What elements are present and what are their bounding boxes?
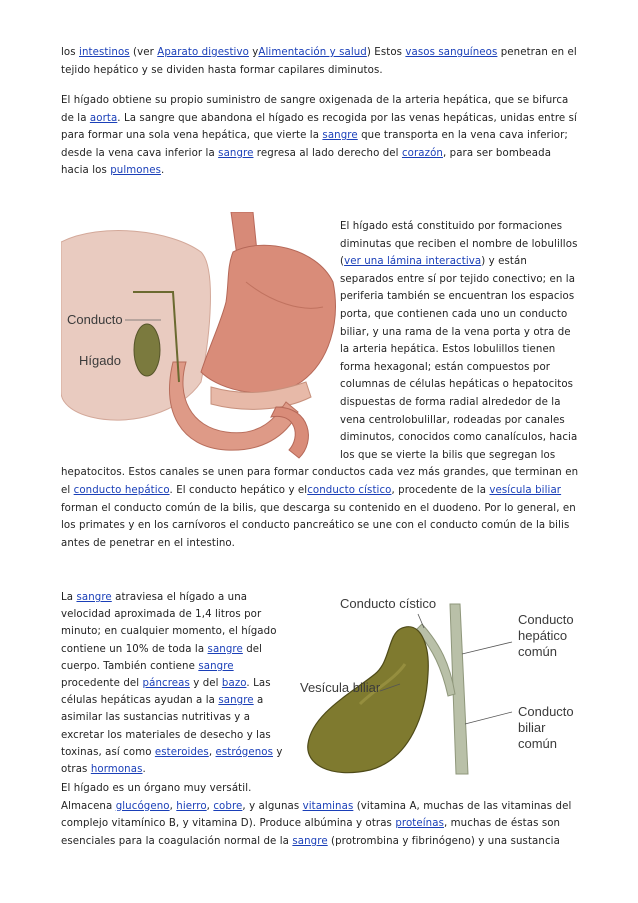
paragraph-versatil — [61, 780, 581, 850]
text: a asimilar las sustancias nutritivas y a excretar los materiales de desecho y las toxinas, así como — [61, 695, 271, 758]
text: , y algunas — [242, 800, 303, 812]
link-pancreas[interactable]: páncreas — [142, 678, 190, 690]
text: . — [142, 764, 146, 776]
link-pulmones[interactable]: pulmones — [110, 165, 161, 176]
text: El hígado es un órgano muy versátil. — [61, 783, 252, 794]
link-corazon[interactable]: corazón — [401, 147, 443, 159]
paragraph-lobulillos — [61, 218, 581, 552]
text: La — [61, 592, 77, 603]
link-bazo[interactable]: bazo — [221, 678, 247, 690]
link-conducto-cistico[interactable]: conducto cístico — [307, 484, 392, 496]
text: . La sangre que abandona el hígado es recogida por las venas hepáticas, unidas entre sí para formar una sola vena hepática, que vierte la — [61, 112, 577, 141]
paragraph-intestinos — [61, 44, 581, 79]
link-sangre[interactable]: sangre — [292, 835, 328, 847]
text: y otras — [61, 746, 283, 776]
label-conducto-hepatico-3: común — [518, 644, 558, 659]
link-vasos-sanguineos[interactable]: vasos sanguíneos — [405, 47, 498, 58]
label-conducto-cistico: Conducto cístico — [340, 596, 437, 611]
link-vesicula-biliar[interactable]: vesícula biliar — [489, 484, 562, 496]
text: procedente del — [61, 678, 143, 690]
label-conducto-biliar-2: biliar — [518, 720, 546, 735]
text: ) Estos — [366, 47, 406, 58]
text: los — [61, 47, 80, 58]
link-proteinas[interactable]: proteínas — [395, 818, 444, 830]
text: , para ser bombeada hacia los — [61, 147, 552, 176]
text: . Las células hepáticas ayudan a la — [61, 678, 271, 707]
text: Almacena — [61, 800, 116, 812]
label-conducto-biliar-3: común — [518, 736, 558, 751]
label-conducto-hepatico-1: Conducto — [518, 612, 574, 627]
link-hierro[interactable]: hierro — [176, 800, 207, 812]
gallbladder-diagram — [300, 584, 590, 776]
link-sangre[interactable]: sangre — [207, 643, 243, 655]
text: atraviesa el hígado a una velocidad aproximada de 1,4 litros por minuto; en cualquier momento, el hígado contiene un 10% de toda la — [61, 592, 277, 655]
link-sangre[interactable]: sangre — [322, 130, 358, 141]
text: El hígado está constituido por formaciones diminutas que reciben el nombre de lobulillos ( — [340, 221, 578, 268]
link-aparato-digestivo[interactable]: Aparato digestivo — [157, 47, 249, 58]
link-intestinos[interactable]: intestinos — [79, 47, 130, 58]
link-aorta[interactable]: aorta — [89, 112, 118, 124]
float-spacer — [61, 218, 340, 460]
link-lamina-interactiva[interactable]: ver una lámina interactiva — [344, 256, 482, 268]
link-alimentacion-salud[interactable]: Alimentación y salud — [258, 47, 367, 58]
text: , — [206, 800, 214, 812]
link-sangre[interactable]: sangre — [218, 695, 254, 707]
text: (ver — [129, 47, 158, 58]
label-conducto: Conducto — [67, 312, 123, 327]
text: del cuerpo. También contiene — [61, 643, 263, 672]
paragraph-irrigacion — [61, 92, 581, 180]
text: (protrombina y fibrinógeno) y una sustancia — [327, 835, 560, 847]
text: El hígado obtiene su propio suministro de sangre oxigenada de la arteria hepática, que se bifurca de la — [61, 95, 569, 124]
text: . El conducto hepático y el — [169, 484, 308, 496]
link-sangre[interactable]: sangre — [218, 147, 254, 159]
text: y — [248, 47, 259, 58]
link-conducto-hepatico[interactable]: conducto hepático — [73, 484, 170, 496]
label-higado: Hígado — [79, 353, 121, 368]
link-sangre[interactable]: sangre — [76, 592, 112, 603]
text: , — [169, 800, 177, 812]
link-sangre[interactable]: sangre — [198, 660, 234, 672]
link-vitaminas[interactable]: vitaminas — [302, 800, 354, 812]
text: que transporta en la vena cava inferior; desde la vena cava inferior la — [61, 130, 568, 159]
link-estrogenos[interactable]: estrógenos — [215, 746, 274, 758]
link-cobre[interactable]: cobre — [213, 800, 243, 812]
text: forman el conducto común de la bilis, que descarga su contenido en el duodeno. Por lo general, en los primates y en los carnívoros el conducto pancreático se une con el conducto común de la bilis antes de penetrar en el intestino. — [61, 502, 576, 549]
link-hormonas[interactable]: hormonas — [90, 764, 143, 776]
label-conducto-hepatico-2: hepático — [518, 628, 568, 643]
paragraph-flujo-sanguineo — [61, 589, 283, 778]
text: (vitamina A, muchas de las vitaminas del complejo vitamínico B, y vitamina D). Produce albúmina y otras — [61, 800, 572, 830]
text: . — [160, 165, 165, 176]
text: , procedente de la — [391, 484, 490, 496]
text: , — [208, 746, 216, 758]
text: , muchas de éstas son esenciales para la coagulación normal de la — [61, 818, 561, 847]
text: penetran en el tejido hepático y se dividen hasta formar capilares diminutos. — [61, 47, 577, 76]
text: ) y están separados entre sí por tejido conectivo; en la periferia también se encuentran los espacios porta, que contienen cada uno un conducto biliar, y una rama de la vena porta y otra de la arteria hepática. Estos lobulillos tienen forma hexagonal; están compuestos por columnas de células hepáticas o hepatocitos dispuestas de forma radial alrededor de la vena centrolobulillar, rodeadas por canales diminutos, conocidos como canalículos, hacia los que se vierte la bilis que segregan los hepatocitos. Estos canales se unen para formar conductos cada vez más grandes, que terminan en el — [61, 256, 579, 496]
text: regresa al lado derecho del — [253, 147, 402, 159]
link-glucogeno[interactable]: glucógeno — [115, 800, 170, 812]
link-esteroides[interactable]: esteroides — [154, 746, 209, 758]
label-vesicula-biliar: Vesícula biliar — [300, 680, 381, 695]
text: y del — [189, 678, 222, 690]
label-conducto-biliar-1: Conducto — [518, 704, 574, 719]
